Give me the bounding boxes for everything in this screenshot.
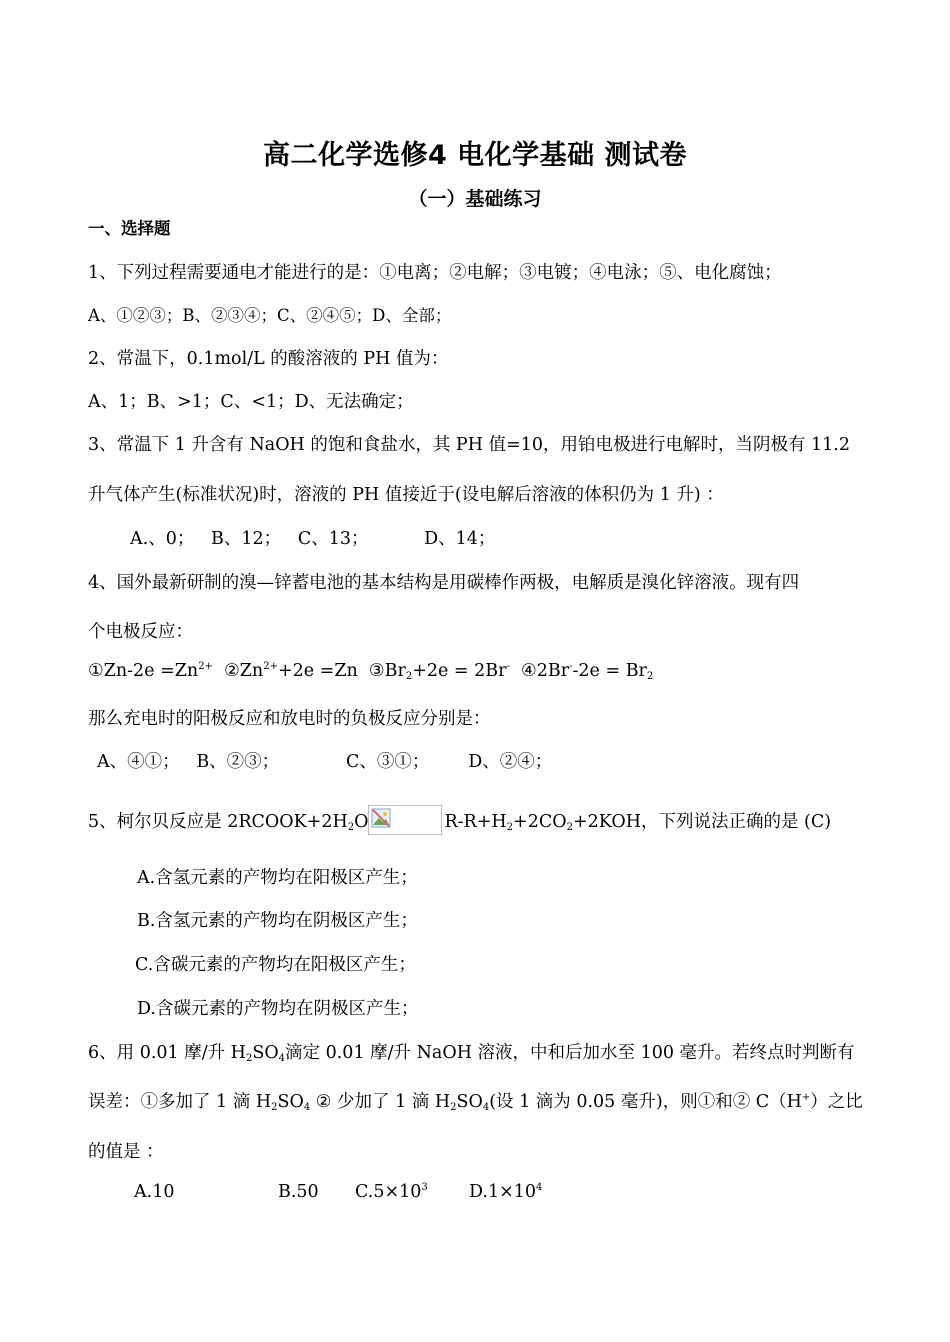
q6-stem-line3: 的值是 ： bbox=[88, 1142, 164, 1162]
q6-option-a: A.10 bbox=[134, 1182, 175, 1202]
q2-options: A、1；B、>1；C、<1；D、无法确定； bbox=[88, 392, 414, 412]
page-title: 高二化学选修4 电化学基础 测试卷 bbox=[262, 140, 688, 171]
q3-stem-line2: 升气体产生(标准状况)时，溶液的 PH 值接近于(设电解后溶液的体积仍为 1 升) ： bbox=[88, 485, 724, 505]
q2-stem: 2、常温下，0.1mol/L 的酸溶液的 PH 值为： bbox=[88, 349, 449, 369]
q6-stem-line1: 6、用 0.01 摩/升 $H_2SO_4$滴定 0.01 摩/升 NaOH 溶液，中和后加水至 100 毫升。若终点时判断有 bbox=[88, 1043, 855, 1064]
q4-stem-line1: 4、国外最新研制的溴—锌蓄电池的基本结构是用碳棒作两极，电解质是溴化锌溶液。现有四 bbox=[88, 573, 800, 593]
q1-options: A、①②③；B、②③④；C、②④⑤；D、全部； bbox=[88, 306, 452, 325]
q6-stem-line2: 误差：①多加了 1 滴 $H_2SO_4$ ② 少加了 1 滴 $H_2SO_4$(设 1 滴为 0.05 毫升)，则①和② C（H+）之比 bbox=[88, 1092, 863, 1113]
q6-option-d: $D.1\times 10^4$ bbox=[469, 1182, 543, 1202]
reaction-3: $③Br_2+2e = 2Br^-$ bbox=[368, 661, 510, 682]
q5-option-b: B.含氢元素的产物均在阴极区产生； bbox=[137, 911, 418, 931]
q4-stem-line2: 个电极反应： bbox=[88, 622, 193, 642]
q6-option-b: B.50 bbox=[278, 1182, 319, 1202]
section-heading: 一、选择题 bbox=[88, 219, 171, 238]
broken-image-icon bbox=[368, 805, 442, 835]
q4-question: 那么充电时的阳极反应和放电时的负极反应分别是： bbox=[88, 709, 491, 729]
reaction-2: $②Zn^{2+}+2e =Zn$ bbox=[224, 661, 358, 681]
q4-options: A、④①； B、②③； C、③①； D、②④； bbox=[97, 752, 553, 772]
image-placeholder-icon bbox=[371, 808, 391, 828]
q4-reactions bbox=[88, 661, 653, 682]
q1-stem: 1、下列过程需要通电才能进行的是：①电离；②电解；③电镀；④电泳；⑤、电化腐蚀； bbox=[88, 263, 782, 283]
reaction-1: ①Zn-2e $=Zn^{2+}$ bbox=[88, 661, 213, 681]
q5-stem: 5、柯尔贝反应是 $2RCOOK+2H_2O$ $R-R+H_2+2CO_2+2KOH$，下列说法正确的是 (C) bbox=[88, 805, 831, 835]
reaction-4: ④2Br--2e = $Br_2$ bbox=[521, 661, 654, 682]
page-subtitle: （一）基础练习 bbox=[408, 188, 542, 210]
q3-stem-line1: 3、常温下 1 升含有 NaOH 的饱和食盐水，其 PH 值=10，用铂电极进行电解时，当阴极有 11.2 bbox=[88, 435, 850, 455]
q5-option-d: D.含碳元素的产物均在阴极区产生； bbox=[137, 999, 419, 1019]
q5-option-a: A.含氢元素的产物均在阳极区产生； bbox=[137, 868, 418, 888]
q5-option-c: C.含碳元素的产物均在阳极区产生； bbox=[135, 955, 416, 975]
q3-options: A.、0； B、12； C、13； D、14； bbox=[130, 529, 496, 549]
q6-option-c: $C.5\times 10^3$ bbox=[355, 1182, 428, 1202]
